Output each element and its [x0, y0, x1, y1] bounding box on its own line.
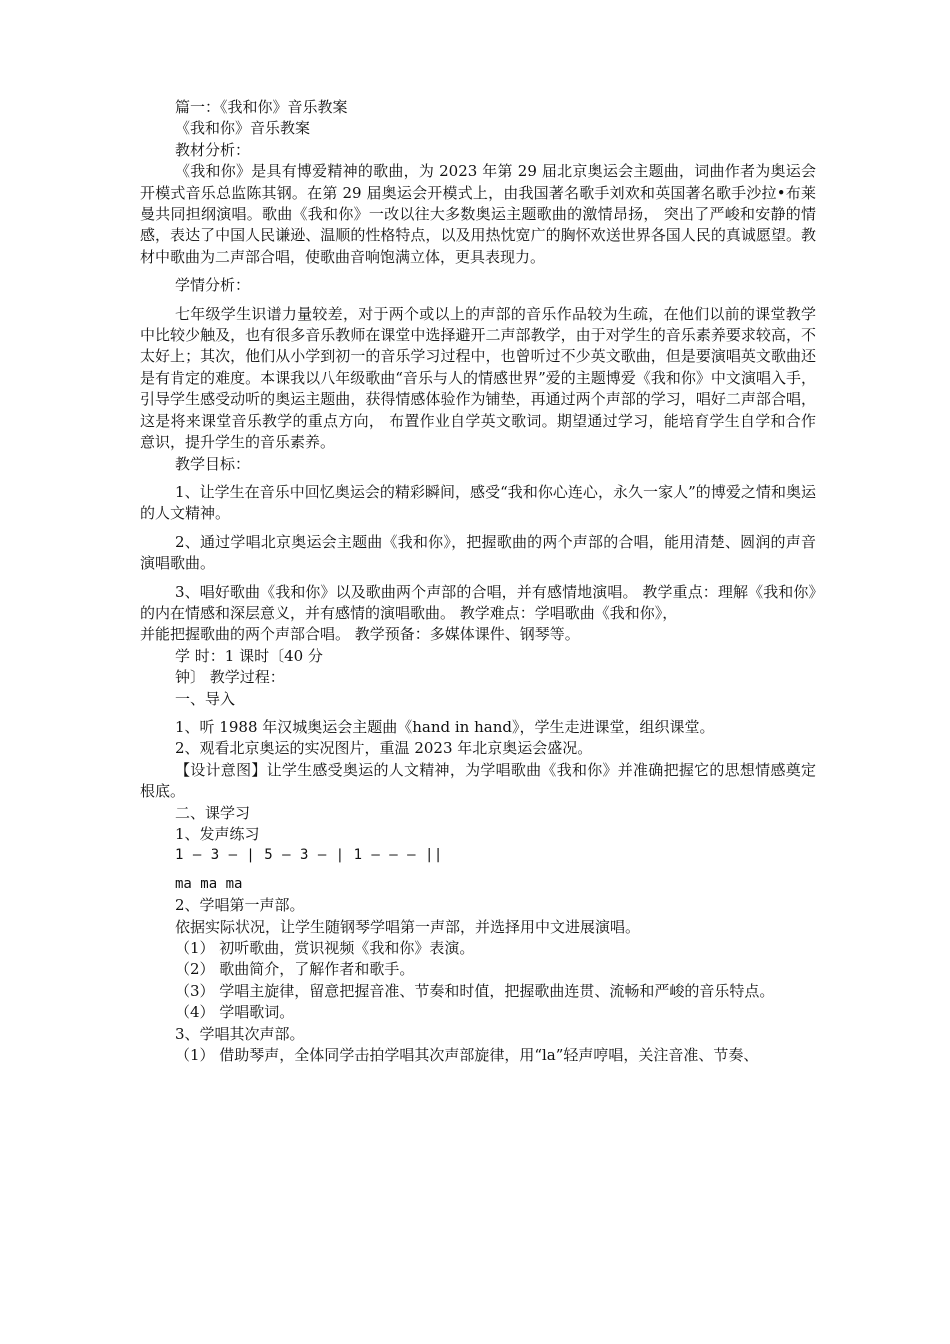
heading-student: 学情分析： — [175, 276, 251, 295]
step-item: （3） 学唱主旋律，留意把握音准、节奏和时值，把握歌曲连贯、流畅和严峻的音乐特点。 — [175, 981, 775, 1000]
syllables: ma ma ma — [175, 875, 243, 892]
paragraph-material: 《我和你》是具有博爱精神的歌曲，为 2023 年第 29 届北京奥运会主题曲，词曲作者为奥运会开模式音乐总监陈其钢。在第 29 届奥运会开模式上，由我国著名歌手刘欢和英国著名歌手沙拉•布莱曼共同担纲演唱。歌曲《我和你》一改以往大多数奥运主题歌曲的激情昂扬， 突出了严峻和安静的情感，表达了中国人民谦逊、温顺的性格特点，以及用热忱宽广的胸怀欢送世界各国人民的真诚愿望。教材中歌曲为二声部合唱，使歌曲音响饱满立体，更具表现力。 — [140, 162, 816, 266]
document-body — [140, 97, 816, 1066]
design-intent: 【设计意图】让学生感受奥运的人文精神，为学唱歌曲《我和你》并准确把握它的思想情感奠定根底。 — [140, 760, 816, 801]
hours-line-continued: 钟〕 教学过程： — [175, 668, 285, 687]
goal-item-continued: 并能把握歌曲的两个声部合唱。 教学预备：多媒体课件、钢琴等。 — [140, 625, 580, 644]
learn-part-two: 3、学唱其次声部。 — [175, 1024, 305, 1043]
goal-item: 1、让学生在音乐中回忆奥运会的精彩瞬间，感受“我和你心连心，永久一家人”的博爱之情和奥运的人文精神。 — [140, 482, 816, 523]
heading-learning: 二、课学习 — [175, 803, 251, 822]
step-item: （1） 借助琴声，全体同学击拍学唱其次声部旋律，用“la”轻声哼唱，关注音准、节奏、 — [175, 1046, 759, 1065]
learn-part-one: 2、学唱第一声部。 — [175, 896, 305, 915]
learn-part-one-desc: 依据实际状况，让学生随钢琴学唱第一声部，并选择用中文进展演唱。 — [175, 917, 641, 936]
heading-goal: 教学目标： — [175, 454, 251, 473]
step-item: （1） 初听歌曲，赏识视频《我和你》表演。 — [175, 939, 475, 958]
step-item: （2） 歌曲简介，了解作者和歌手。 — [175, 960, 415, 979]
vocal-exercise: 1、发声练习 — [175, 825, 260, 843]
hours-line: 学 时：1 课时〔40 分 — [175, 646, 323, 665]
goal-item: 2、通过学唱北京奥运会主题曲《我和你》，把握歌曲的两个声部的合唱，能用清楚、圆润的声音演唱歌曲。 — [140, 532, 816, 573]
lesson-title: 《我和你》音乐教案 — [175, 119, 311, 138]
heading-intro: 一、导入 — [175, 689, 236, 708]
step-item: （4） 学唱歌词。 — [175, 1003, 295, 1022]
heading-material: 教材分析： — [175, 140, 251, 159]
intro-item: 1、听 1988 年汉城奥运会主题曲《hand in hand》，学生走进课堂，组织课堂。 — [175, 717, 715, 736]
music-notation: 1 — 3 — ∣ 5 — 3 — ∣ 1 — — — || — [175, 847, 443, 864]
paragraph-student: 七年级学生识谱力量较差，对于两个或以上的声部的音乐作品较为生疏，在他们以前的课堂教学中比较少触及，也有很多音乐教师在课堂中选择避开二声部教学，由于对学生的音乐素养要求较高，不太好上；其次，他们从小学到初一的音乐学习过程中，也曾听过不少英文歌曲，但是要演唱英文歌曲还是有肯定的难度。本课我以八年级歌曲“音乐与人的情感世界”爱的主题博爱《我和你》中文演唱入手，引导学生感受动听的奥运主题曲，获得情感体验作为铺垫，再通过两个声部的学习，唱好二声部合唱，这是将来课堂音乐教学的重点方向， 布置作业自学英文歌词。期望通过学习，能培育学生自学和合作意识，提升学生的音乐素养。 — [140, 304, 816, 452]
intro-item: 2、观看北京奥运的实况图片，重温 2023 年北京奥运会盛况。 — [175, 739, 593, 758]
section-title: 篇一：《我和你》音乐教案 — [175, 98, 348, 116]
goal-item: 3、唱好歌曲《我和你》以及歌曲两个声部的合唱，并有感情地演唱。 教学重点：理解《我和你》的内在情感和深层意义，并有感情的演唱歌曲。 教学难点：学唱歌曲《我和你》， — [140, 582, 816, 622]
